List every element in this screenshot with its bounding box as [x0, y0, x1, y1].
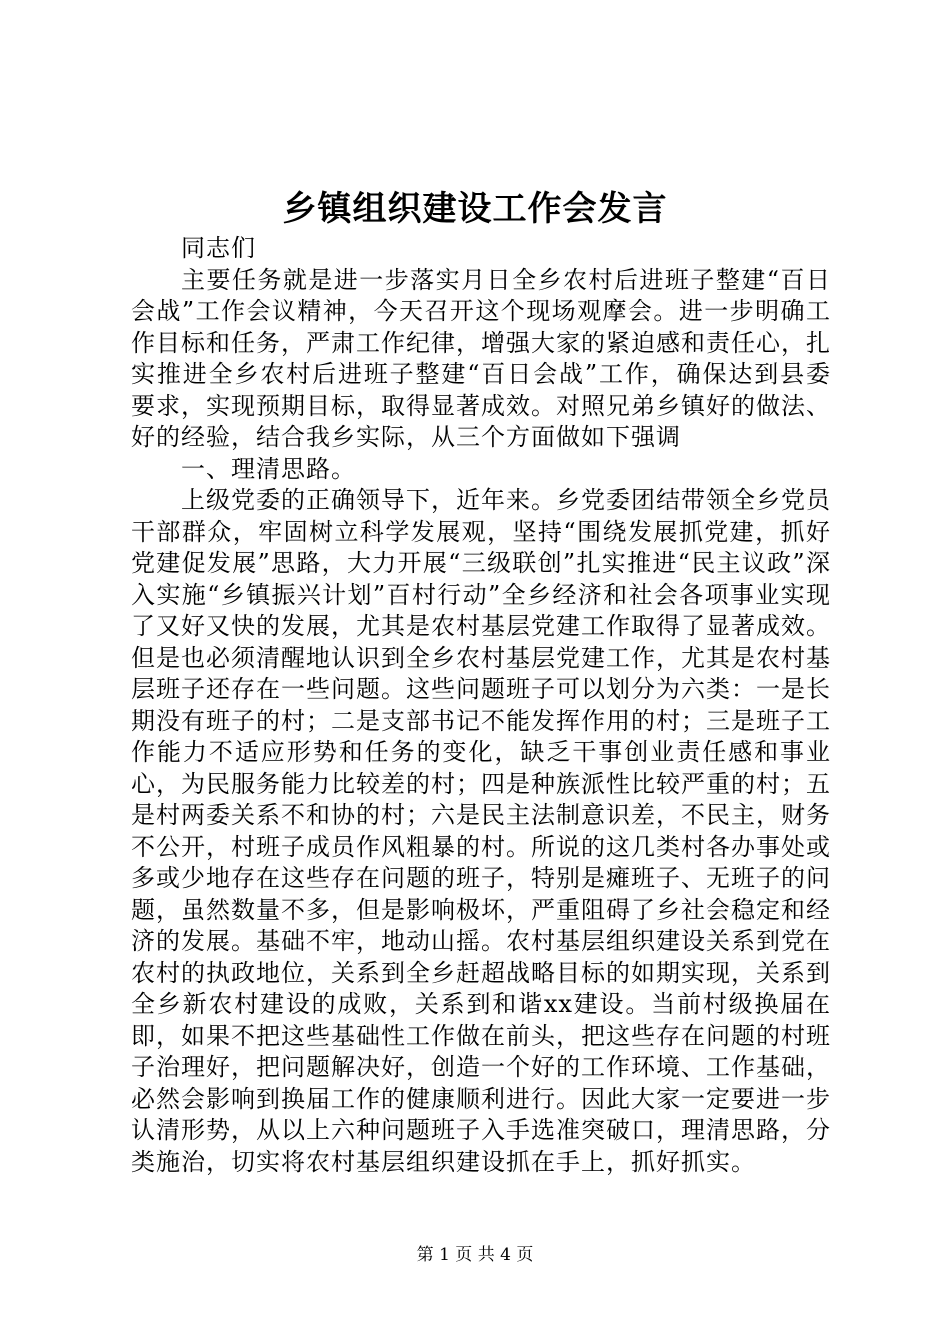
section-heading-1: 一、理清思路。 [181, 454, 356, 483]
paragraph-section-1: 上级党委的正确领导下，近年来。乡党委团结带领全乡党员干部群众，牢固树立科学发展观，坚持“围绕发展抓党建，抓好党建促发展”思路，大力开展“三级联创”扎实推进“民主议政”深入实施“乡镇振兴计划”百村行动”全乡经济和社会各项事业实现了又好又快的发展，尤其是农村基层党建工作取得了显著成效。但是也必须清醒地认识到全乡农村基层党建工作，尤其是农村基层班子还存在一些问题。这些问题班子可以划分为六类：一是长期没有班子的村；二是支部书记不能发挥作用的村；三是班子工作能力不适应形势和任务的变化，缺乏干事创业责任感和事业心，为民服务能力比较差的村；四是种族派性比较严重的村；五是村两委关系不和协的村；六是民主法制意识差，不民主，财务不公开，村班子成员作风粗暴的村。所说的这几类村各办事处或多或少地存在这些存在问题的班子，特别是瘫班子、无班子的问题，虽然数量不多，但是影响极坏，严重阻碍了乡社会稳定和经济的发展。基础不牢，地动山摇。农村基层组织建设关系到党在农村的执政地位，关系到全乡赶超战略目标的如期实现，关系到全乡新农村建设的成败，关系到和谐xx建设。当前村级换届在即，如果不把这些基础性工作做在前头，把这些存在问题的村班子治理好，把问题解决好，创造一个好的工作环境、工作基础，必然会影响到换届工作的健康顺利进行。因此大家一定要进一步认清形势，从以上六种问题班子入手选准突破口，理清思路，分类施治，切实将农村基层组织建设抓在手上，抓好抓实。 [131, 486, 831, 1176]
salutation: 同志们 [181, 234, 256, 262]
paragraph-intro: 主要任务就是进一步落实月日全乡农村后进班子整建“百日会战”工作会议精神，今天召开这个现场观摩会。进一步明确工作目标和任务，严肃工作纪律，增强大家的紧迫感和责任心，扎实推进全乡农村后进班子整建“百日会战”工作，确保达到县委要求，实现预期目标，取得显著成效。对照兄弟乡镇好的做法、好的经验，结合我乡实际，从三个方面做如下强调 [131, 265, 831, 451]
page-footer: 第 1 页 共 4 页 [416, 1245, 534, 1265]
document-title: 乡镇组织建设工作会发言 [282, 189, 668, 229]
document-body [131, 233, 831, 1178]
